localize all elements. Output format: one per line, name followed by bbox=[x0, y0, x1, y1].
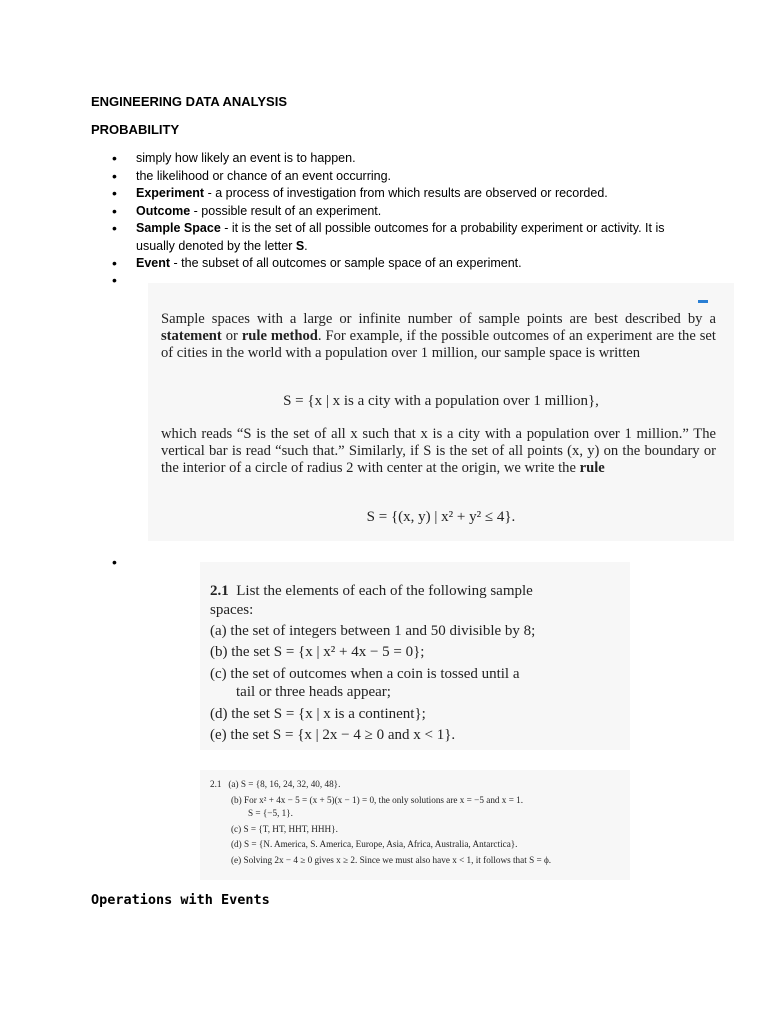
exercise-line: (d) the set S = {x | x is a continent}; bbox=[210, 706, 426, 722]
answer-number: 2.1 bbox=[210, 779, 222, 789]
answer-line: (d) S = {N. America, S. America, Europe, Asia, Africa, Australia, Antarctica}. bbox=[231, 839, 518, 849]
operations-heading: Operations with Events bbox=[91, 892, 270, 908]
exercise-line: (b) the set S = {x | x² + 4x − 5 = 0}; bbox=[210, 644, 425, 660]
document-title: ENGINEERING DATA ANALYSIS bbox=[91, 94, 287, 109]
textbook-excerpt-image bbox=[148, 283, 734, 541]
bullet-item: • simply how likely an event is to happen. bbox=[110, 150, 690, 168]
exercise-line: 2.1 List the elements of each of the following sample bbox=[210, 583, 533, 599]
bullet-item: • Event - the subset of all outcomes or sample space of an experiment. bbox=[110, 255, 690, 273]
bullet-item: • Outcome - possible result of an experiment. bbox=[110, 203, 690, 221]
bullet-item: • Experiment - a process of investigation from which results are observed or recorded. bbox=[110, 185, 690, 203]
answers-image bbox=[200, 770, 630, 880]
exercise-line: spaces: bbox=[210, 602, 254, 618]
definition-list bbox=[110, 150, 690, 273]
exercise-number: 2.1 bbox=[210, 583, 229, 599]
scan-mark bbox=[698, 300, 708, 303]
empty-bullet: • bbox=[112, 554, 117, 570]
exercise-line: tail or three heads appear; bbox=[236, 684, 391, 700]
exercise-image bbox=[200, 562, 630, 750]
bullet-item: • the likelihood or chance of an event occurring. bbox=[110, 168, 690, 186]
empty-bullet: • bbox=[112, 272, 117, 288]
exercise-line: (a) the set of integers between 1 and 50 divisible by 8; bbox=[210, 623, 536, 639]
exercise-line: (c) the set of outcomes when a coin is tossed until a bbox=[210, 666, 520, 682]
bullet-item: • Sample Space - it is the set of all possible outcomes for a probability experiment or activity. It is usually denoted by the letter S. bbox=[110, 220, 690, 255]
excerpt-paragraph-1: Sample spaces with a large or infinite number of sample points are best described by a statement or rule method. For example, if the possible outcomes of an experiment are the set of cities in the world with a population over 1 million, our sample space is written bbox=[161, 311, 716, 361]
excerpt-paragraph-2: which reads “S is the set of all x such that x is a city with a population over 1 million.” The vertical bar is read “such that.” Similarly, if S is the set of all points (x, y) on the boundary or the interior of a circle of radius 2 with center at the origin, we write the rule bbox=[161, 426, 716, 476]
answer-line: (c) S = {T, HT, HHT, HHH}. bbox=[231, 824, 338, 834]
equation-circle: S = {(x, y) | x² + y² ≤ 4}. bbox=[366, 509, 516, 525]
answer-line: (b) For x² + 4x − 5 = (x + 5)(x − 1) = 0, the only solutions are x = −5 and x = 1. bbox=[231, 795, 524, 805]
answer-line: (e) Solving 2x − 4 ≥ 0 gives x ≥ 2. Since we must also have x < 1, it follows that S = ϕ. bbox=[231, 855, 552, 865]
section-title: PROBABILITY bbox=[91, 122, 180, 137]
equation-cities: S = {x | x is a city with a population over 1 million}, bbox=[283, 393, 599, 409]
answer-line: S = {−5, 1}. bbox=[248, 808, 293, 818]
exercise-line: (e) the set S = {x | 2x − 4 ≥ 0 and x < 1}. bbox=[210, 727, 456, 743]
answer-line: 2.1 (a) S = {8, 16, 24, 32, 40, 48}. bbox=[210, 779, 341, 789]
